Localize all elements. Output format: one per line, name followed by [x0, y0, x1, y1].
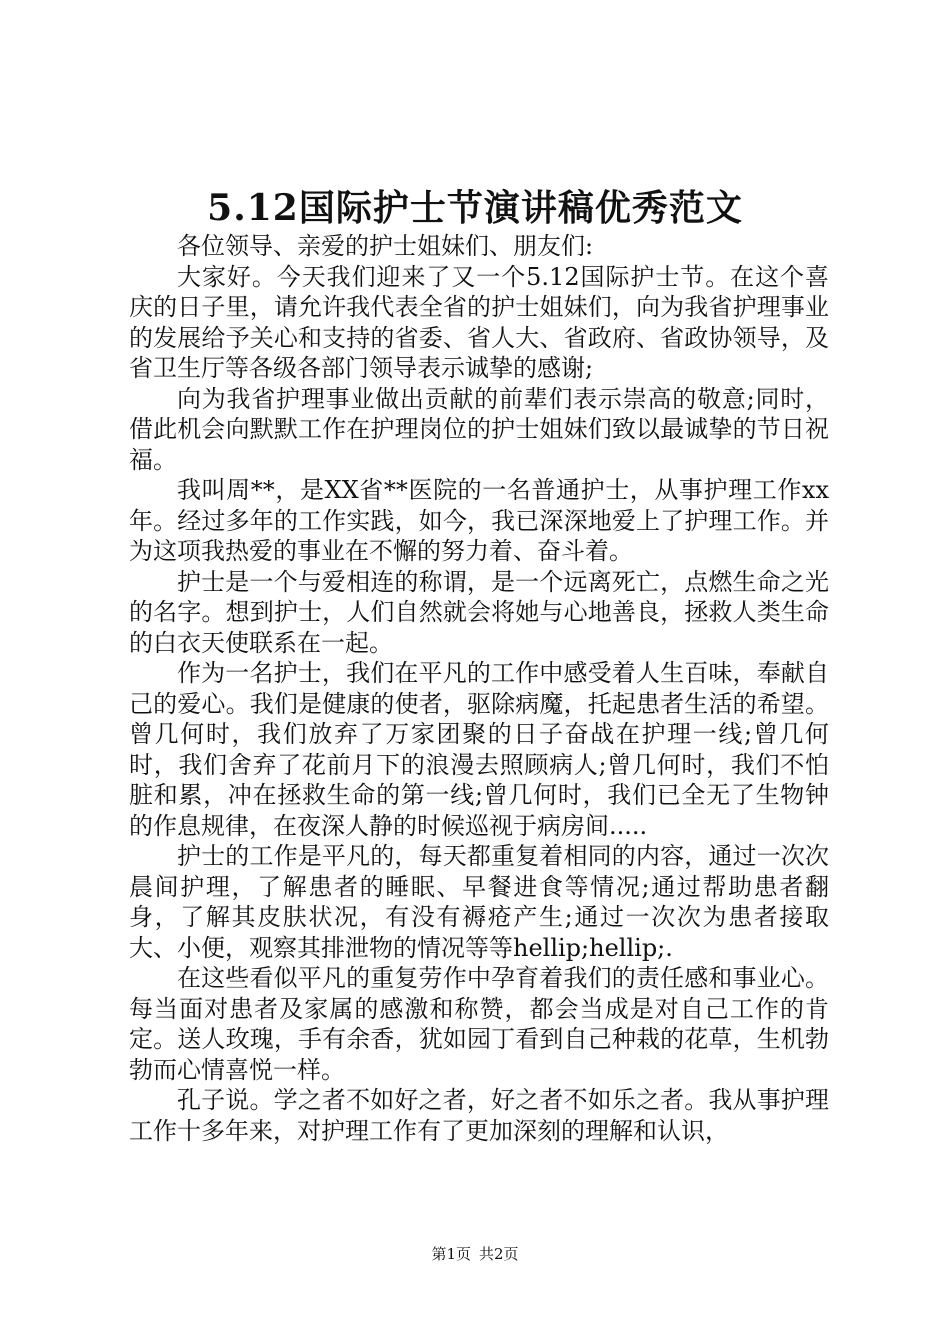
paragraph: 作为一名护士，我们在平凡的工作中感受着人生百味，奉献自己的爱心。我们是健康的使者，驱除病魔，托起患者生活的希望。曾几何时，我们放弃了万家团聚的日子奋战在护理一线;曾几何时，我们舍弃了花前月下的浪漫去照顾病人;曾几何时，我们不怕脏和累，冲在拯救生命的第一线;曾几何时，我们已全无了生物钟的作息规律，在夜深人静的时候巡视于病房间.....: [129, 659, 829, 840]
page-footer: [0, 1244, 950, 1264]
paragraph: 在这些看似平凡的重复劳作中孕育着我们的责任感和事业心。每当面对患者及家属的感激和称赞，都会当成是对自己工作的肯定。送人玫瑰，手有余香，犹如园丁看到自己种栽的花草，生机勃勃而心情喜悦一样。: [129, 964, 829, 1084]
paragraph: 护士的工作是平凡的，每天都重复着相同的内容，通过一次次晨间护理，了解患者的睡眠、早餐进食等情况;通过帮助患者翻身，了解其皮肤状况，有没有褥疮产生;通过一次次为患者接取大、小便，观察其排泄物的情况等等hellip;hellip;.: [129, 842, 829, 962]
paragraph: 孔子说。学之者不如好之者，好之者不如乐之者。我从事护理工作十多年来，对护理工作有了更加深刻的理解和认识，: [129, 1086, 829, 1145]
paragraph: 向为我省护理事业做出贡献的前辈们表示崇高的敬意;同时，借此机会向默默工作在护理岗位的护士姐妹们致以最诚挚的节日祝福。: [129, 384, 829, 474]
document-title: 5.12国际护士节演讲稿优秀范文: [207, 187, 743, 229]
page-total: 共2页: [479, 1245, 519, 1263]
paragraph: 护士是一个与爱相连的称谓，是一个远离死亡，点燃生命之光的名字。想到护士，人们自然就会将她与心地善良，拯救人类生命的白衣天使联系在一起。: [129, 567, 829, 657]
paragraph: 我叫周**，是XX省**医院的一名普通护士，从事护理工作xx年。经过多年的工作实践，如今，我已深深地爱上了护理工作。并为这项我热爱的事业在不懈的努力着、奋斗着。: [129, 476, 829, 565]
document-body: [129, 231, 829, 1146]
paragraph-greeting: 各位领导、亲爱的护士姐妹们、朋友们:: [177, 232, 594, 260]
page-number: 第1页: [431, 1245, 471, 1263]
paragraph: 大家好。今天我们迎来了又一个5.12国际护士节。在这个喜庆的日子里，请允许我代表全省的护士姐妹们，向为我省护理事业的发展给予关心和支持的省委、省人大、省政府、省政协领导，及省卫生厅等各级各部门领导表示诚挚的感谢;: [129, 262, 829, 382]
